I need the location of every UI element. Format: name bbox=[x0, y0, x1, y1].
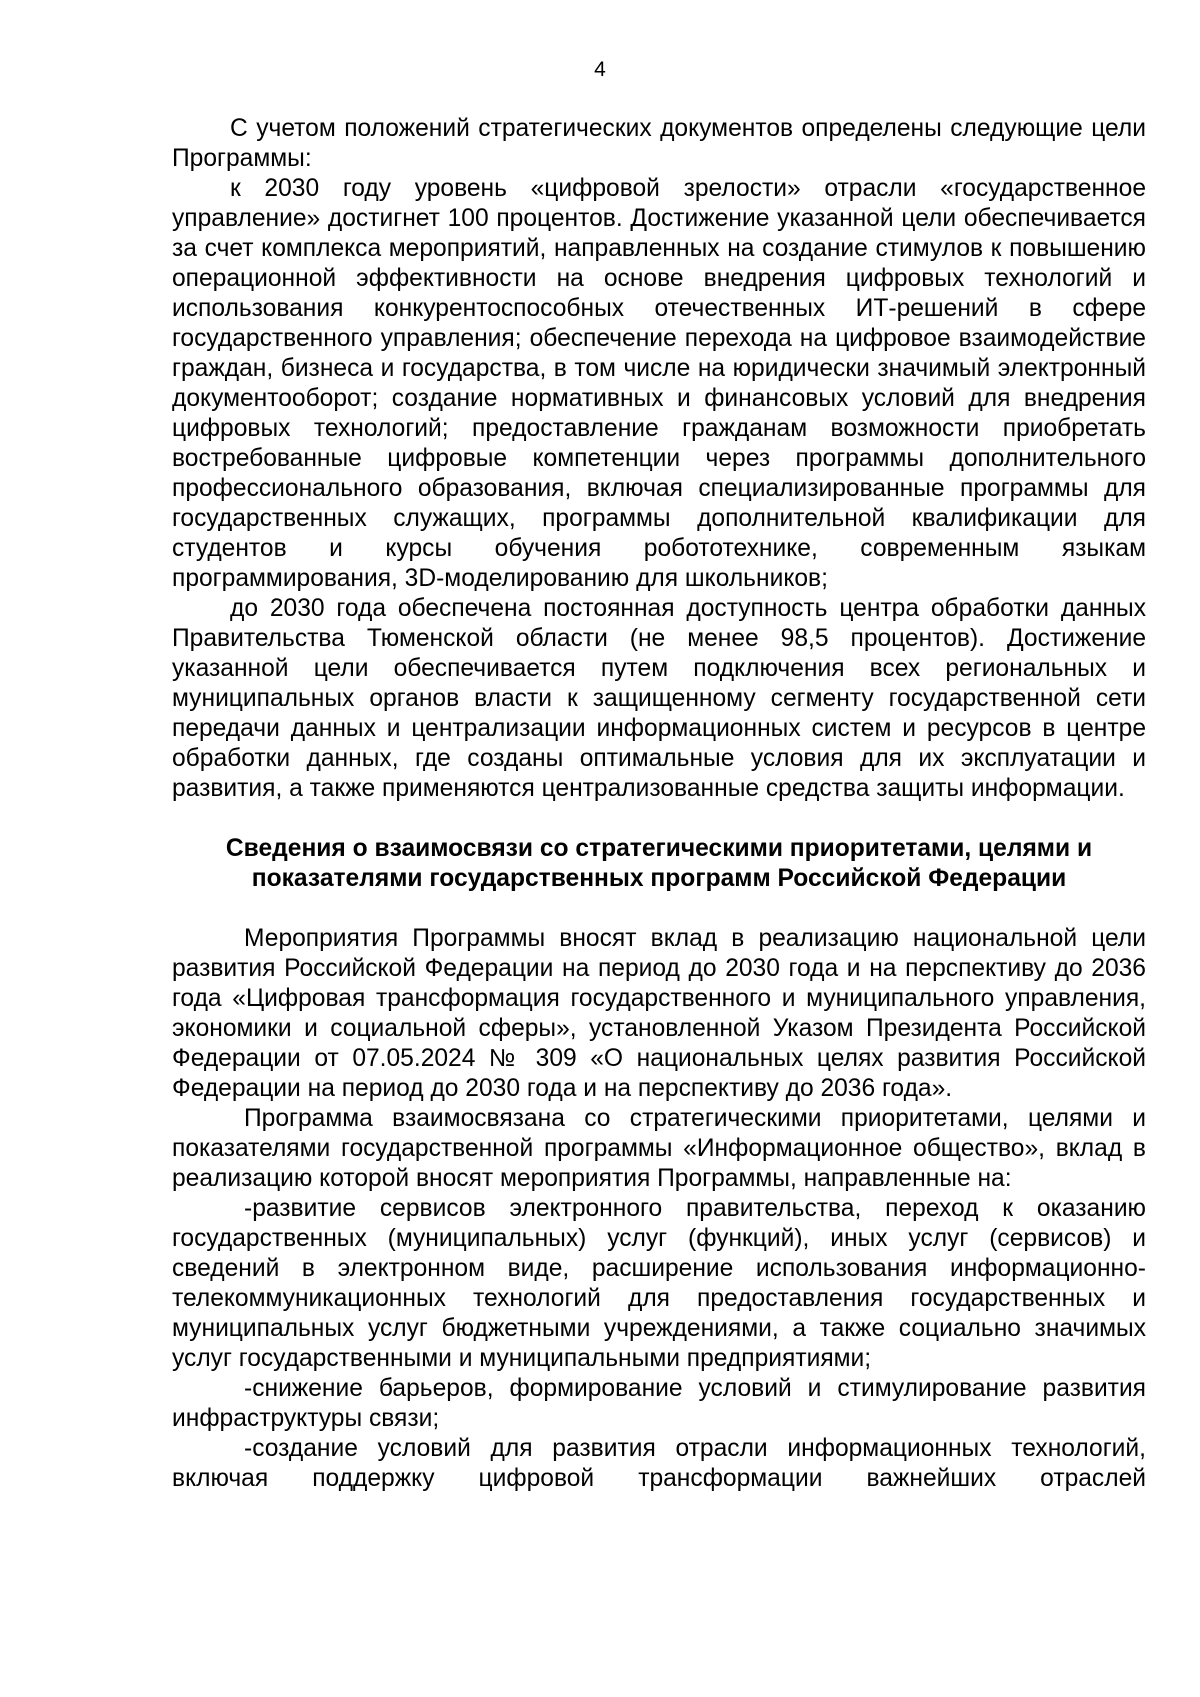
section-heading-line-1: Сведения о взаимосвязи со стратегическими приоритетами, целями и bbox=[225, 835, 1093, 862]
paragraph-goal-digital-maturity: к 2030 году уровень «цифровой зрелости» отрасли «государственное управление» достигнет 100 процентов. Достижение указанной цели обеспечивается за счет комплекса мероприятий, направленных на создание стимулов к повышению операционной эффективности на основе внедрения цифровых технологий и использования конкурентоспособных отечественных ИТ-решений в сфере государственного управления; обеспечение перехода на цифровое взаимодействие граждан, бизнеса и государства, в том числе на юридически значимый электронный документооборот; создание нормативных и финансовых условий для внедрения цифровых технологий; предоставление гражданам возможности приобретать востребованные цифровые компетенции через программы дополнительного профессионального образования, включая специализированные программы для государственных служащих, программы дополнительной квалификации для студентов и курсы обучения робототехнике, современным языкам программирования, 3D-моделированию для школьников; bbox=[172, 175, 1146, 592]
list-item-e-government: -развитие сервисов электронного правительства, переход к оказанию государственных (муниципальных) услуг (функций), иных услуг (сервисов) и сведений в электронном виде, расширение использования информационно-телекоммуникационных технологий для предоставления государственных и муниципальных услуг бюджетными учреждениями, а также социально значимых услуг государственными и муниципальными предприятиями; bbox=[172, 1195, 1146, 1372]
paragraph-goals-intro: С учетом положений стратегических документов определены следующие цели Программы: bbox=[172, 115, 1146, 172]
paragraph-program-link: Программа взаимосвязана со стратегическими приоритетами, целями и показателями государственной программы «Информационное общество», вклад в реализацию которой вносят мероприятия Программы, направленные на: bbox=[172, 1105, 1146, 1192]
list-item-communication-infrastructure: -снижение барьеров, формирование условий и стимулирование развития инфраструктуры связи; bbox=[172, 1375, 1146, 1432]
paragraph-goal-data-center: до 2030 года обеспечена постоянная доступность центра обработки данных Правительства Тюменской области (не менее 98,5 процентов). Достижение указанной цели обеспечивается путем подключения всех региональных и муниципальных органов власти к защищенному сегменту государственной сети передачи данных и централизации информационных систем и ресурсов в центре обработки данных, где созданы оптимальные условия для их эксплуатации и развития, а также применяются централизованные средства защиты информации. bbox=[172, 595, 1146, 802]
section-heading bbox=[172, 834, 1146, 894]
document-body bbox=[172, 114, 1146, 1494]
page-number: 4 bbox=[594, 58, 606, 81]
section-heading-line-2: показателями государственных программ Российской Федерации bbox=[251, 865, 1067, 892]
paragraph-national-goal: Мероприятия Программы вносят вклад в реализацию национальной цели развития Российской Федерации на период до 2030 года и на перспективу до 2036 года «Цифровая трансформация государственного и муниципального управления, экономики и социальной сферы», установленной Указом Президента Российской Федерации от 07.05.2024 № 309 «О национальных целях развития Российской Федерации на период до 2030 года и на перспективу до 2036 года». bbox=[172, 925, 1146, 1102]
list-item-it-industry: -создание условий для развития отрасли информационных технологий, включая поддержку цифровой трансформации важнейших отраслей bbox=[172, 1435, 1146, 1492]
